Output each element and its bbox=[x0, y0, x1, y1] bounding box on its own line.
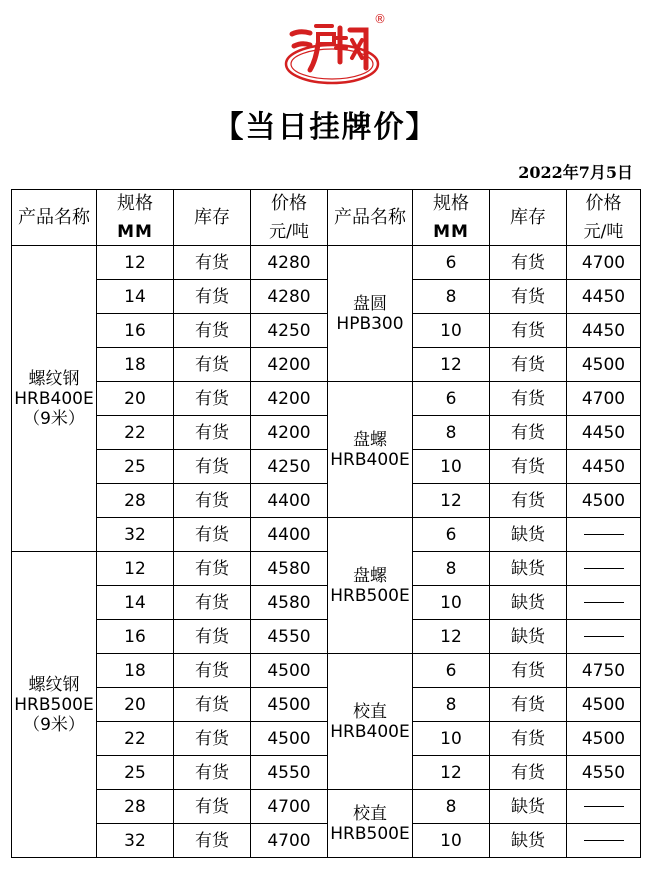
price-cell: 4550 bbox=[251, 620, 328, 654]
price-cell: 4250 bbox=[251, 314, 328, 348]
price-cell: 4700 bbox=[251, 824, 328, 858]
product-grade: HRB400E bbox=[14, 388, 94, 409]
price-cell-empty bbox=[567, 552, 641, 586]
spec-cell: 12 bbox=[413, 348, 490, 382]
stock-cell: 有货 bbox=[174, 280, 251, 314]
product-name: 盘螺 bbox=[353, 429, 387, 450]
spec-cell: 8 bbox=[413, 790, 490, 824]
spec-cell: 8 bbox=[413, 416, 490, 450]
spec-cell: 6 bbox=[413, 518, 490, 552]
spec-cell: 14 bbox=[97, 586, 174, 620]
product-grade: HRB400E bbox=[330, 721, 410, 742]
price-cell: 4500 bbox=[567, 688, 641, 722]
stock-cell: 有货 bbox=[174, 518, 251, 552]
price-cell: 4200 bbox=[251, 348, 328, 382]
spec-cell: 10 bbox=[413, 824, 490, 858]
price-cell: 4450 bbox=[567, 280, 641, 314]
price-cell: 4500 bbox=[251, 654, 328, 688]
product-group-right bbox=[328, 790, 413, 858]
table-row bbox=[12, 586, 641, 620]
price-cell: 4200 bbox=[251, 416, 328, 450]
table-row bbox=[12, 552, 641, 586]
table-row bbox=[12, 484, 641, 518]
stock-cell: 有货 bbox=[490, 484, 567, 518]
stock-cell: 有货 bbox=[174, 790, 251, 824]
price-cell: 4500 bbox=[567, 348, 641, 382]
header-product-name: 产品名称 bbox=[12, 190, 97, 246]
no-price-dash bbox=[584, 636, 624, 637]
stock-cell: 缺货 bbox=[490, 620, 567, 654]
price-cell: 4500 bbox=[567, 484, 641, 518]
spec-cell: 8 bbox=[413, 688, 490, 722]
table-row bbox=[12, 824, 641, 858]
product-grade: HPB300 bbox=[336, 313, 404, 334]
stock-cell: 有货 bbox=[174, 756, 251, 790]
spec-cell: 6 bbox=[413, 654, 490, 688]
price-cell-empty bbox=[567, 518, 641, 552]
spec-cell: 32 bbox=[97, 518, 174, 552]
spec-cell: 22 bbox=[97, 416, 174, 450]
spec-cell: 10 bbox=[413, 450, 490, 484]
price-cell: 4500 bbox=[567, 722, 641, 756]
spec-cell: 12 bbox=[97, 246, 174, 280]
stock-cell: 有货 bbox=[174, 450, 251, 484]
product-grade: HRB400E bbox=[330, 449, 410, 470]
stock-cell: 有货 bbox=[174, 348, 251, 382]
price-date: 2022年7月5日 bbox=[518, 163, 633, 182]
spec-cell: 12 bbox=[97, 552, 174, 586]
product-name: 螺纹钢 bbox=[28, 368, 80, 389]
spec-cell: 16 bbox=[97, 314, 174, 348]
header-price: 价格 bbox=[251, 190, 328, 219]
header-spec-unit-right: MM bbox=[413, 218, 490, 246]
price-cell-empty bbox=[567, 824, 641, 858]
spec-cell: 10 bbox=[413, 586, 490, 620]
registered-mark: ® bbox=[374, 12, 386, 26]
brand-logo-graphic bbox=[282, 12, 386, 88]
spec-cell: 22 bbox=[97, 722, 174, 756]
spec-cell: 12 bbox=[413, 756, 490, 790]
product-grade: HRB500E bbox=[330, 823, 410, 844]
stock-cell: 有货 bbox=[490, 688, 567, 722]
stock-cell: 有货 bbox=[490, 416, 567, 450]
table-row bbox=[12, 416, 641, 450]
spec-cell: 8 bbox=[413, 552, 490, 586]
product-group-right bbox=[328, 246, 413, 382]
stock-cell: 缺货 bbox=[490, 790, 567, 824]
stock-cell: 缺货 bbox=[490, 586, 567, 620]
spec-cell: 18 bbox=[97, 654, 174, 688]
table-row bbox=[12, 654, 641, 688]
product-grade: HRB500E bbox=[14, 694, 94, 715]
product-name: 盘螺 bbox=[353, 565, 387, 586]
spec-cell: 8 bbox=[413, 280, 490, 314]
spec-cell: 10 bbox=[413, 722, 490, 756]
price-cell: 4450 bbox=[567, 416, 641, 450]
price-cell: 4550 bbox=[567, 756, 641, 790]
stock-cell: 有货 bbox=[174, 246, 251, 280]
price-cell: 4280 bbox=[251, 246, 328, 280]
spec-cell: 6 bbox=[413, 382, 490, 416]
table-row bbox=[12, 382, 641, 416]
spec-cell: 28 bbox=[97, 790, 174, 824]
header-row-top bbox=[12, 190, 641, 219]
price-cell-empty bbox=[567, 586, 641, 620]
stock-cell: 有货 bbox=[174, 552, 251, 586]
stock-cell: 缺货 bbox=[490, 518, 567, 552]
table-row bbox=[12, 790, 641, 824]
price-cell: 4580 bbox=[251, 552, 328, 586]
spec-cell: 25 bbox=[97, 756, 174, 790]
stock-cell: 有货 bbox=[174, 416, 251, 450]
price-cell: 4700 bbox=[567, 246, 641, 280]
header-price-unit-right: 元/吨 bbox=[567, 218, 641, 246]
header-spec-right: 规格 bbox=[413, 190, 490, 219]
price-cell: 4450 bbox=[567, 450, 641, 484]
stock-cell: 有货 bbox=[490, 246, 567, 280]
table-row bbox=[12, 518, 641, 552]
product-group-right bbox=[328, 518, 413, 654]
spec-cell: 16 bbox=[97, 620, 174, 654]
stock-cell: 有货 bbox=[174, 382, 251, 416]
stock-cell: 有货 bbox=[490, 348, 567, 382]
stock-cell: 有货 bbox=[490, 756, 567, 790]
stock-cell: 有货 bbox=[490, 314, 567, 348]
stock-cell: 缺货 bbox=[490, 552, 567, 586]
price-cell: 4550 bbox=[251, 756, 328, 790]
header-price-unit: 元/吨 bbox=[251, 218, 328, 246]
stock-cell: 有货 bbox=[174, 484, 251, 518]
spec-cell: 10 bbox=[413, 314, 490, 348]
stock-cell: 有货 bbox=[174, 620, 251, 654]
stock-cell: 有货 bbox=[174, 314, 251, 348]
price-table bbox=[11, 189, 641, 858]
price-cell: 4500 bbox=[251, 722, 328, 756]
table-row bbox=[12, 688, 641, 722]
price-cell: 4700 bbox=[567, 382, 641, 416]
stock-cell: 有货 bbox=[490, 382, 567, 416]
header-product-name-right: 产品名称 bbox=[328, 190, 413, 246]
product-group-right bbox=[328, 654, 413, 790]
price-cell-empty bbox=[567, 620, 641, 654]
product-length: （9米） bbox=[23, 408, 85, 429]
header-stock: 库存 bbox=[174, 190, 251, 246]
stock-cell: 有货 bbox=[490, 450, 567, 484]
stock-cell: 有货 bbox=[174, 654, 251, 688]
stock-cell: 有货 bbox=[490, 280, 567, 314]
header-stock-right: 库存 bbox=[490, 190, 567, 246]
product-grade: HRB500E bbox=[330, 585, 410, 606]
header-price-right: 价格 bbox=[567, 190, 641, 219]
spec-cell: 20 bbox=[97, 382, 174, 416]
table-row bbox=[12, 280, 641, 314]
no-price-dash bbox=[584, 568, 624, 569]
spec-cell: 28 bbox=[97, 484, 174, 518]
price-cell: 4450 bbox=[567, 314, 641, 348]
stock-cell: 有货 bbox=[174, 586, 251, 620]
no-price-dash bbox=[584, 602, 624, 603]
no-price-dash bbox=[584, 840, 624, 841]
price-cell-empty bbox=[567, 790, 641, 824]
stock-cell: 有货 bbox=[490, 722, 567, 756]
price-cell: 4250 bbox=[251, 450, 328, 484]
spec-cell: 6 bbox=[413, 246, 490, 280]
no-price-dash bbox=[584, 806, 624, 807]
product-length: （9米） bbox=[23, 714, 85, 735]
stock-cell: 有货 bbox=[174, 688, 251, 722]
price-cell: 4280 bbox=[251, 280, 328, 314]
price-cell: 4750 bbox=[567, 654, 641, 688]
spec-cell: 32 bbox=[97, 824, 174, 858]
page-title: 【当日挂牌价】 bbox=[213, 110, 438, 145]
price-cell: 4500 bbox=[251, 688, 328, 722]
table-row bbox=[12, 756, 641, 790]
spec-cell: 12 bbox=[413, 620, 490, 654]
spec-cell: 12 bbox=[413, 484, 490, 518]
header-spec: 规格 bbox=[97, 190, 174, 219]
product-group-left bbox=[12, 246, 97, 552]
product-group-left bbox=[12, 552, 97, 858]
price-cell: 4400 bbox=[251, 484, 328, 518]
price-table-body bbox=[12, 190, 641, 858]
header-spec-unit: MM bbox=[97, 218, 174, 246]
no-price-dash bbox=[584, 534, 624, 535]
spec-cell: 18 bbox=[97, 348, 174, 382]
spec-cell: 20 bbox=[97, 688, 174, 722]
product-name: 校直 bbox=[353, 803, 387, 824]
price-cell: 4400 bbox=[251, 518, 328, 552]
spec-cell: 14 bbox=[97, 280, 174, 314]
brand-logo bbox=[282, 12, 386, 88]
table-row bbox=[12, 620, 641, 654]
stock-cell: 缺货 bbox=[490, 824, 567, 858]
stock-cell: 有货 bbox=[174, 824, 251, 858]
table-row bbox=[12, 246, 641, 280]
price-cell: 4580 bbox=[251, 586, 328, 620]
product-name: 盘圆 bbox=[353, 293, 387, 314]
product-group-right bbox=[328, 382, 413, 518]
stock-cell: 有货 bbox=[174, 722, 251, 756]
spec-cell: 25 bbox=[97, 450, 174, 484]
stock-cell: 有货 bbox=[490, 654, 567, 688]
table-row bbox=[12, 348, 641, 382]
table-row bbox=[12, 314, 641, 348]
product-name: 螺纹钢 bbox=[28, 674, 80, 695]
price-cell: 4700 bbox=[251, 790, 328, 824]
table-row bbox=[12, 450, 641, 484]
product-name: 校直 bbox=[353, 701, 387, 722]
price-cell: 4200 bbox=[251, 382, 328, 416]
table-row bbox=[12, 722, 641, 756]
